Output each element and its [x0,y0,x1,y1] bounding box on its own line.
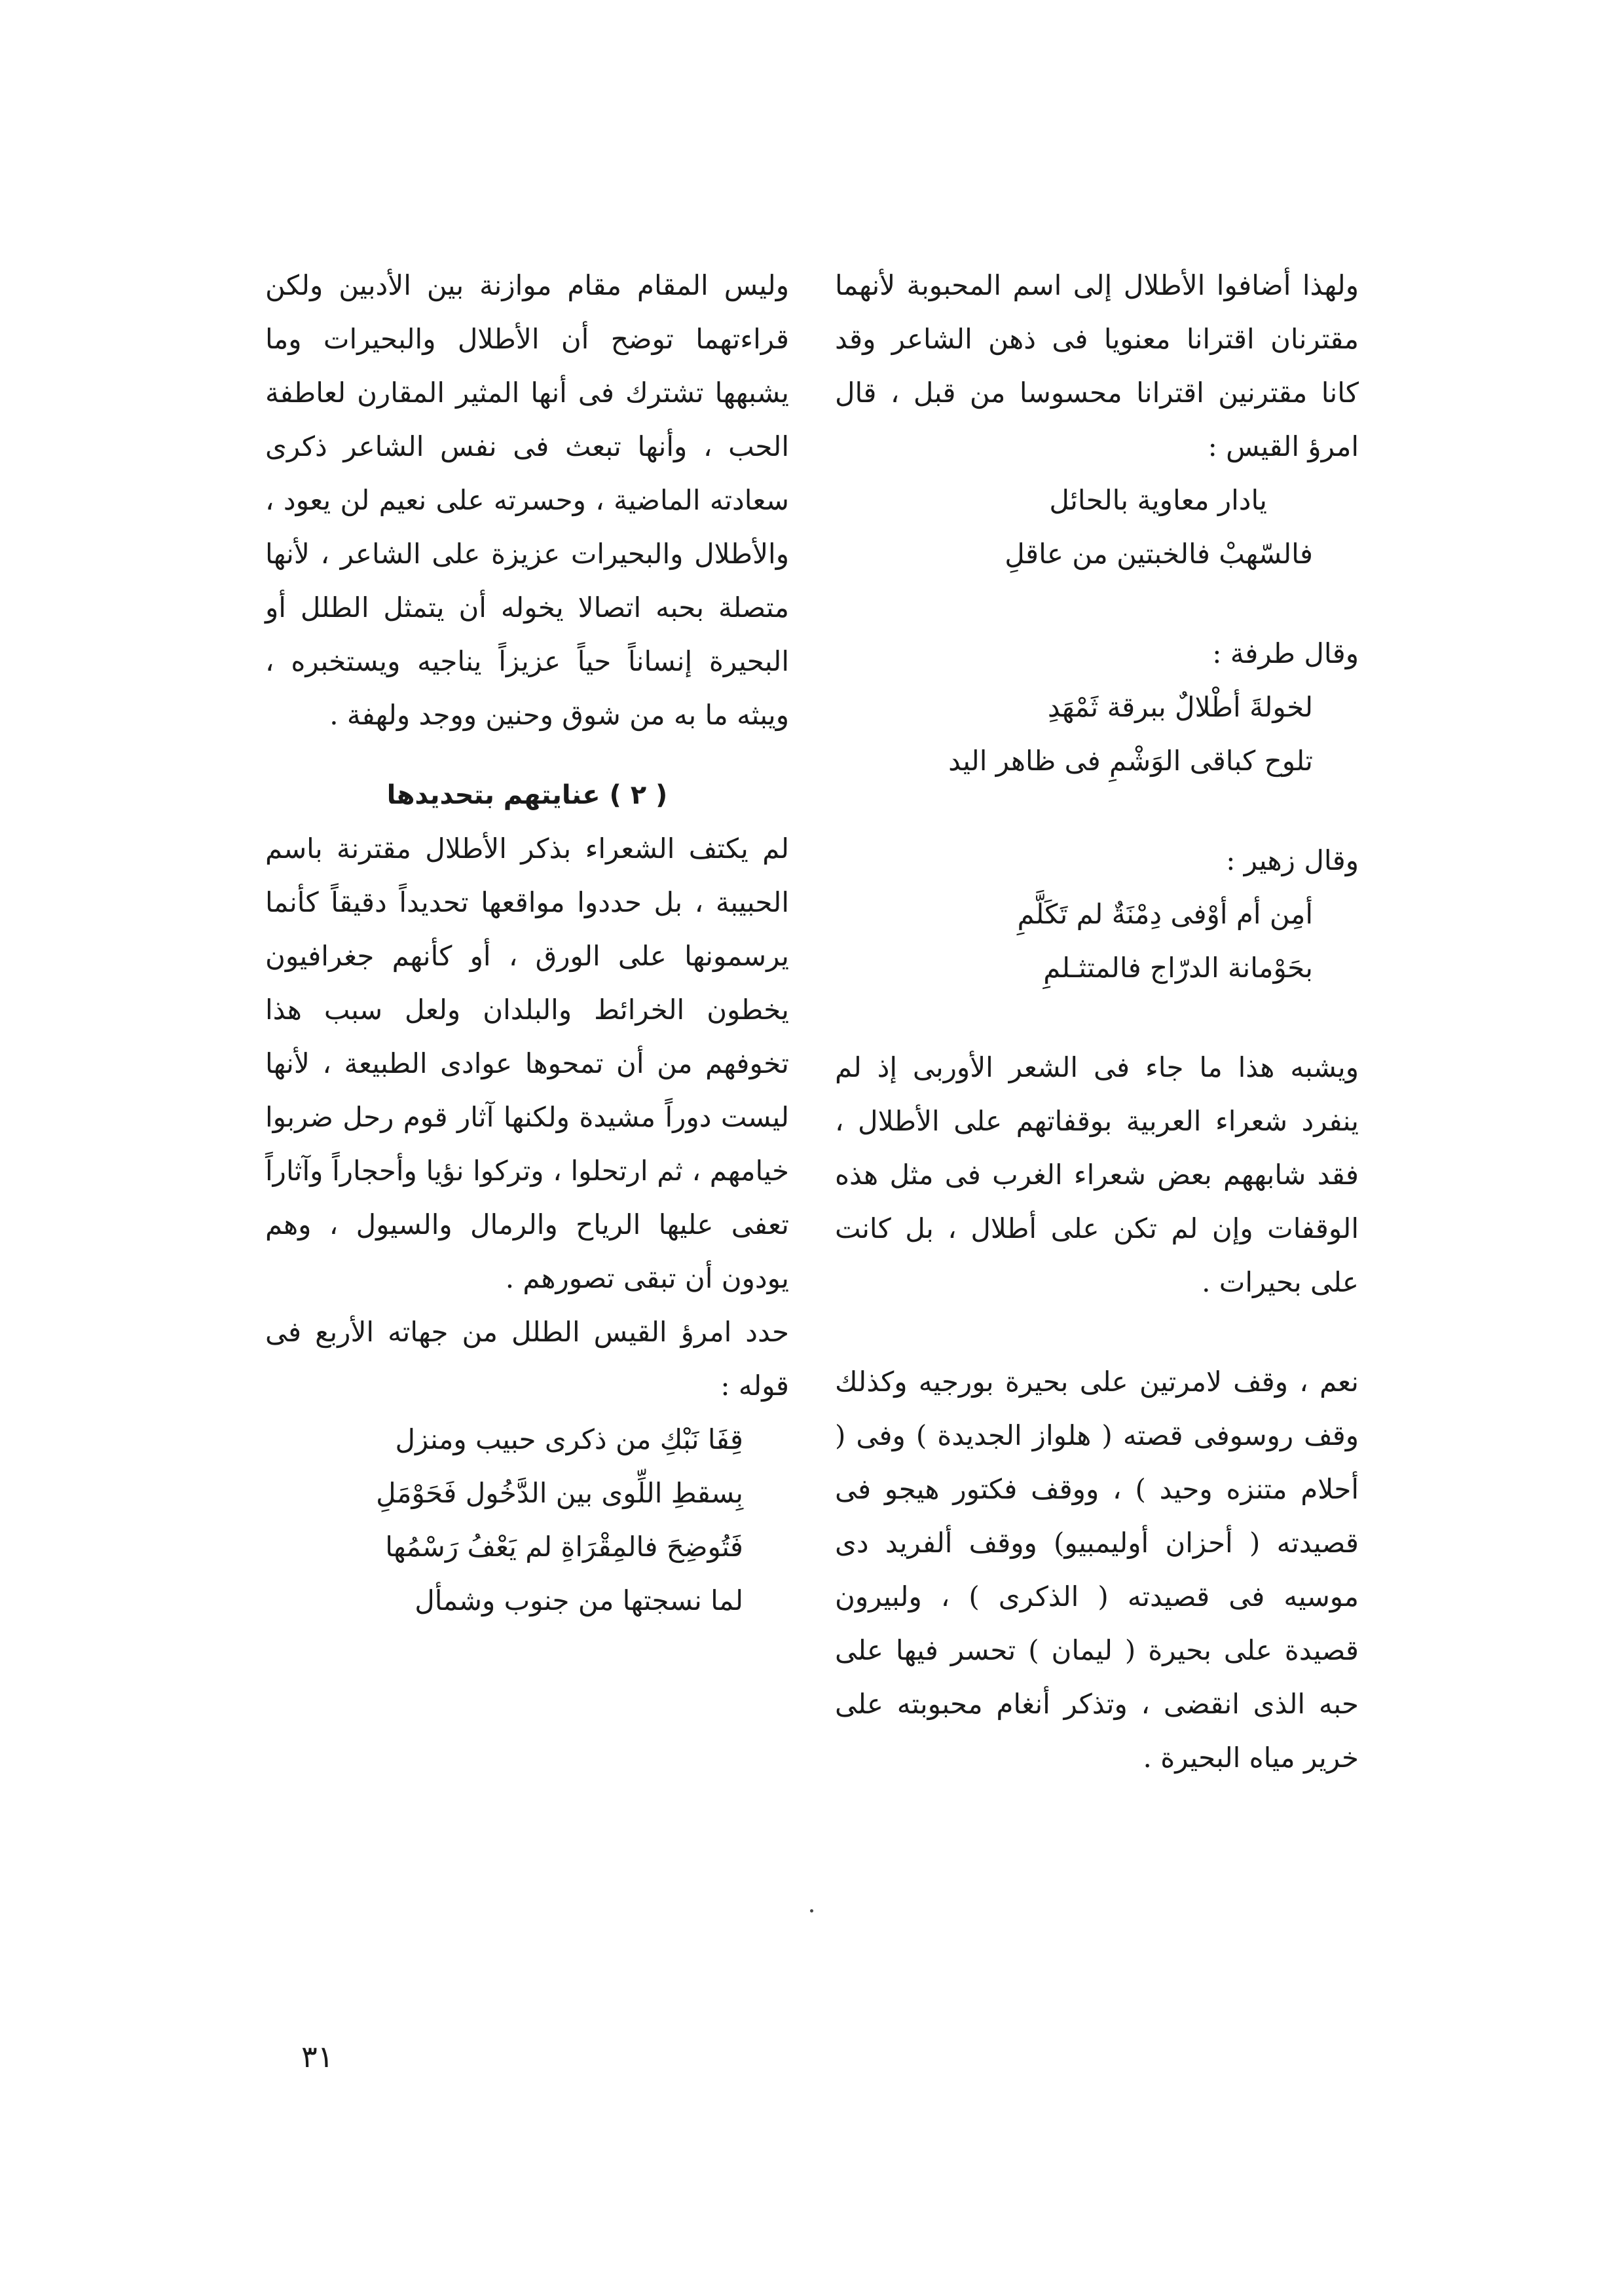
poem-line: يادار معاوية بالحائل [1049,484,1267,516]
poem-line: لخولةَ أطْلالٌ ببرقة ثَمْهَدِ [1047,691,1313,723]
poem-line: بِسقطِ اللِّوى بين الدَّخُول فَحَوْمَلِ [376,1477,743,1509]
poem-line: فَتُوضِحَ فالمِقْرَاةِ لم يَعْفُ رَسْمُها [385,1531,743,1563]
poem-line: فالسّهبْ فالخبتين من عاقلِ [1005,538,1313,570]
page-number: ٣١ [301,2039,334,2074]
right-column [835,259,1359,1785]
poem-tarafa [835,681,1359,788]
poem-line: بحَوْمانة الدرّاج فالمتثـلمِ [1043,952,1313,984]
poem-line: أمِن أم أوْفى دِمْنَةٌ لم تَكَلَّمِ [1017,898,1313,930]
right-paragraph-5: نعم ، وقف لامرتين على بحيرة بورجيه وكذلك وقف روسوفى قصته ( هلواز الجديدة ) وفى ( أحلام متنزه وحيد ) ، ووقف فكتور هيجو فى قصيدته ( أحزان أوليمبيو) ووقف ألفريد دى موسيه فى قصيدته ( الذكرى ) ، ولبيرون قصيدة على بحيرة ( ليمان ) تحسر فيها على حبه الذى انقضى ، وتذكر أنغام محبوبته على خرير مياه البحيرة . [835,1366,1359,1774]
poem-line: لما نسجتها من جنوب وشمأل [415,1584,743,1616]
right-paragraph-2: وقال طرفة : [1212,637,1359,669]
right-paragraph-1: ولهذا أضافوا الأطلال إلى اسم المحبوبة لأنهما مقترنان اقترانا معنويا فى ذهن الشاعر وقد كانا مقترنين اقترانا محسوسا من قبل ، قال امرؤ القيس : [835,269,1359,462]
right-paragraph-3: وقال زهير : [1226,844,1359,876]
poem-line: تلوح كباقى الوَشْمِ فى ظاهر اليد [948,745,1313,777]
section-heading: ( ٢ ) عنايتهم بتحديدها [386,780,668,810]
print-speck [810,1909,813,1912]
left-paragraph-1: وليس المقام مقام موازنة بين الأدبين ولكن قراءتهما توضح أن الأطلال والبحيرات وما يشبهها تشترك فى أنها المثير المقارن لعاطفة الحب ، وأنها تبعث فى نفس الشاعر ذكرى سعادته الماضية ، وحسرته على نعيم لن يعود ، والأطلال والبحيرات عزيزة على الشاعر ، لأنها متصلة بحبه اتصالا يخوله أن يتمثل الطلل أو البحيرة إنساناً حياً عزيزاً يناجيه ويستخبره ، ويبثه ما به من شوق وحنين ووجد ولهفة . [265,269,789,731]
poem-line: قِفَا نَبْكِ من ذكرى حبيب ومنزل [395,1423,743,1455]
left-paragraph-2: لم يكتف الشعراء بذكر الأطلال مقترنة باسم الحبيبة ، بل حددوا مواقعها تحديداً دقيقاً كأنما يرسمونها على الورق ، أو كأنهم جغرافيون يخطون الخرائط والبلدان ولعل سبب هذا تخوفهم من أن تمحوها عوادى الطبيعة ، لأنها ليست دوراً مشيدة ولكنها آثار قوم رحل ضربوا خيامهم ، ثم ارتحلوا ، وتركوا نؤيا وأحجاراً وآثاراً تعفى عليها الرياح والرمال والسيول ، وهم يودون أن تبقى تصورهم . [265,832,789,1294]
poem-imru-alqais-1 [835,474,1359,581]
left-column [265,259,789,1628]
poem-imru-alqais-2 [265,1413,789,1628]
right-paragraph-4: ويشبه هذا ما جاء فى الشعر الأوربى إذ لم ينفرد شعراء العربية بوقفاتهم على الأطلال ، فقد شابههم بعض شعراء الغرب فى مثل هذه الوقفات وإن لم تكن على أطلال ، بل كانت على بحيرات . [835,1051,1359,1298]
poem-zuhair [835,887,1359,995]
left-paragraph-3: حدد امرؤ القيس الطلل من جهاته الأربع فى قوله : [265,1316,789,1402]
